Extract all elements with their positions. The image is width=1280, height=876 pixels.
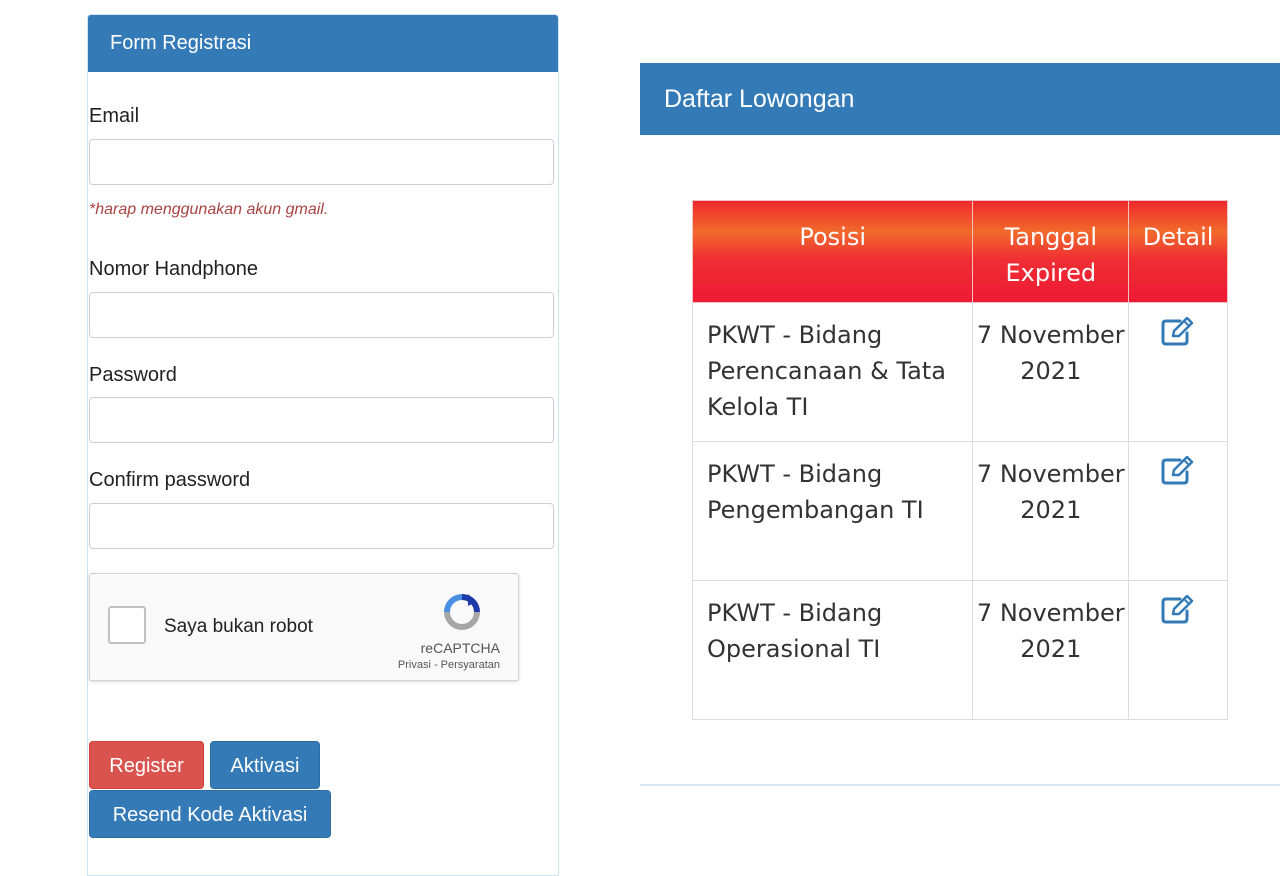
vacancy-table: [692, 200, 1228, 720]
recaptcha-logo-icon: [438, 588, 486, 636]
table-row: [693, 442, 1228, 581]
recaptcha-widget: [89, 573, 519, 681]
table-row: [693, 303, 1228, 442]
edit-icon[interactable]: [1160, 456, 1196, 486]
password-field[interactable]: [89, 397, 554, 443]
phone-field[interactable]: [89, 292, 554, 338]
vacancy-bottom-divider: [640, 784, 1280, 786]
registration-panel: [87, 14, 559, 876]
table-header-row: [693, 201, 1228, 303]
expired-cell: 7 November 2021: [973, 581, 1129, 720]
detail-cell: [1129, 303, 1228, 442]
expired-cell: 7 November 2021: [973, 303, 1129, 442]
email-hint: *harap menggunakan akun gmail.: [89, 201, 329, 218]
edit-icon[interactable]: [1160, 595, 1196, 625]
email-field[interactable]: [89, 139, 554, 185]
detail-cell: [1129, 442, 1228, 581]
confirm-password-field[interactable]: [89, 503, 554, 549]
position-cell: PKWT - Bidang Pengembangan TI: [693, 442, 973, 581]
column-header-position: Posisi: [693, 201, 973, 303]
column-header-expired: Tanggal Expired: [973, 201, 1129, 303]
edit-icon[interactable]: [1160, 317, 1196, 347]
phone-label: Nomor Handphone: [89, 258, 258, 280]
resend-activation-button[interactable]: Resend Kode Aktivasi: [89, 790, 331, 838]
confirm-password-label: Confirm password: [89, 469, 251, 491]
recaptcha-brand: reCAPTCHA: [420, 640, 500, 656]
recaptcha-label: Saya bukan robot: [164, 616, 313, 637]
column-header-detail: Detail: [1129, 201, 1228, 303]
registration-title: Form Registrasi: [88, 15, 558, 72]
vacancy-title: Daftar Lowongan: [640, 63, 1280, 135]
table-row: [693, 581, 1228, 720]
expired-cell: 7 November 2021: [973, 442, 1129, 581]
email-label: Email: [89, 105, 140, 127]
password-label: Password: [89, 364, 177, 386]
position-cell: PKWT - Bidang Operasional TI: [693, 581, 973, 720]
recaptcha-checkbox[interactable]: [108, 606, 146, 644]
register-button[interactable]: Register: [89, 741, 204, 789]
position-cell: PKWT - Bidang Perencanaan & Tata Kelola TI: [693, 303, 973, 442]
detail-cell: [1129, 581, 1228, 720]
recaptcha-links[interactable]: Privasi - Persyaratan: [397, 659, 500, 671]
activate-button[interactable]: Aktivasi: [210, 741, 320, 789]
